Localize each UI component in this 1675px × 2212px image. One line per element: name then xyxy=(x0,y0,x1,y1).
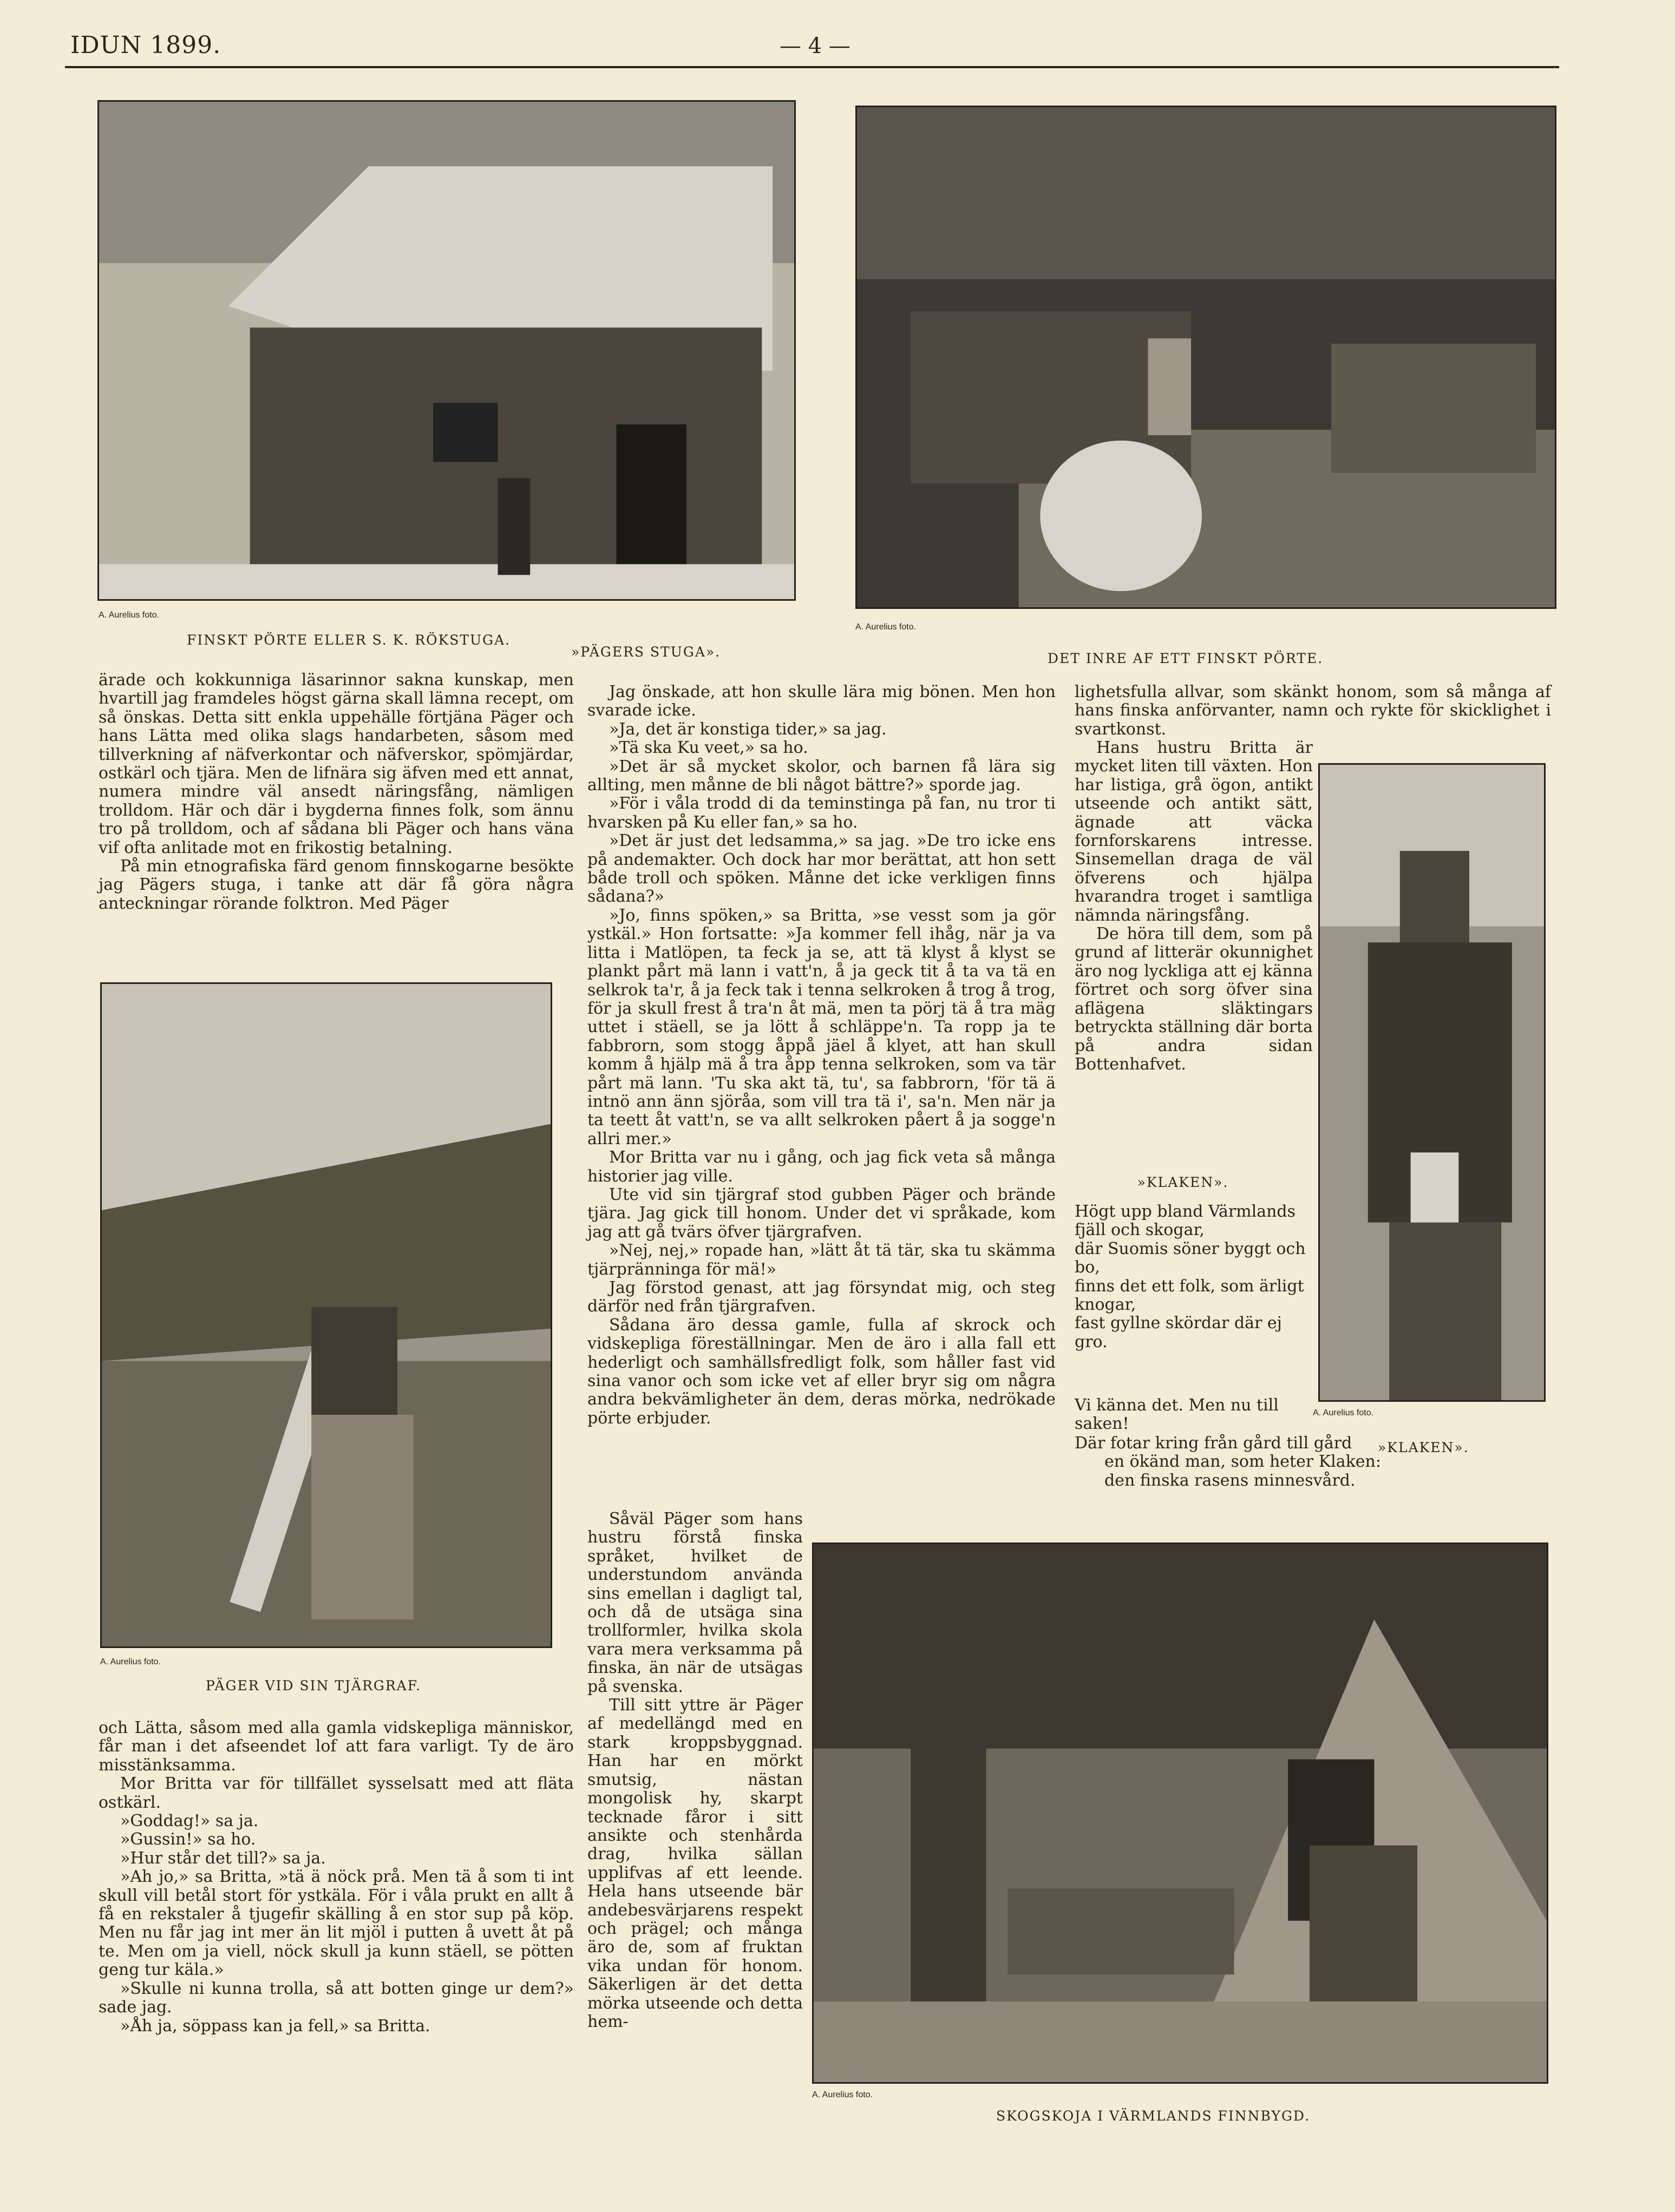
paragraph: och Lätta, såsom med alla gamla vidskepliga människor, får man i det afseendet lof att fara varligt. Ty de äro misstänksamma. xyxy=(99,1718,574,1775)
paragraph: »Åh ja, söppass kan ja fell,» sa Britta. xyxy=(120,2016,430,2036)
photo-credit: A. Aurelius foto. xyxy=(99,611,160,620)
paragraph: »Det är just det ledsamma,» sa jag. »De tro icke ens på andemakter. Och dock har mor berättat, att hon sett både troll och spöken. Månne det icke verkligen finns sådana?» xyxy=(587,831,1056,907)
poem-continued xyxy=(1075,1396,1313,1434)
paragraph: »Ja, det är konstiga tider,» sa jag. xyxy=(609,719,887,739)
paragraph: lighetsfulla allvar, som skänkt honom, som så många af hans finska anförvanter, namn och rykte för skicklighet i svartkonst. xyxy=(1075,682,1551,739)
column-3-narrow xyxy=(1075,739,1313,1074)
poem-line: en ökänd man, som heter Klaken: xyxy=(1104,1452,1381,1472)
poem-line: den finska rasens minnesvård. xyxy=(1104,1471,1356,1490)
poem-title: »KLAKEN». xyxy=(1137,1174,1229,1190)
paragraph: »Nej, nej,» ropade han, »lätt åt tä tär, ska tu skämma tjärpränninga för mä!» xyxy=(587,1241,1056,1279)
paragraph: »Gussin!» sa ho. xyxy=(120,1830,256,1849)
masthead: IDUN 1899. xyxy=(70,31,221,59)
column-1-top xyxy=(99,671,574,913)
photo-credit: A. Aurelius foto. xyxy=(1313,1408,1374,1417)
paragraph: Mor Britta var för tillfället sysselsatt med att fläta ostkärl. xyxy=(99,1774,574,1812)
paragraph: Ute vid sin tjärgraf stod gubben Päger och brände tjära. Jag gick till honom. Under det vi språkade, kom jag att gå tvärs öfver tjärgrafven. xyxy=(587,1185,1056,1242)
poem-line: Där fotar kring från gård till gård xyxy=(1075,1434,1352,1453)
caption-interior: DET INRE AF ETT FINSKT PÖRTE. xyxy=(1048,651,1324,666)
caption-klaken: »KLAKEN». xyxy=(1378,1440,1469,1455)
photo-finnish-cottage xyxy=(97,100,796,601)
paragraph: Jag önskade, att hon skulle lära mig bönen. Men hon svarade icke. xyxy=(587,682,1056,720)
photo-credit: A. Aurelius foto. xyxy=(100,1657,161,1666)
poem-line: fast gyllne skördar där ej gro. xyxy=(1075,1314,1282,1351)
photo-skogskoja xyxy=(812,1543,1548,2084)
column-2-top xyxy=(587,683,1056,1428)
paragraph: »Goddag!» sa ja. xyxy=(120,1811,259,1831)
column-2-narrow xyxy=(587,1510,803,2031)
paragraph: »Jo, finns spöken,» sa Britta, »se vesst som ja gör ystkäl.» Hon fortsatte: »Ja kommer fell ihåg, när ja va litta i Matlöpen, ta feck ja se, att tä klyst å klyst se plankt pårt mä lann i vatt'n, å ja geck tit å ta va tä en selkrok ta'r, å ja feck tak i tenna selkroken å trog å trog, för ja skull frest å tra'n åt mä, men ta pörj tä å tra mäg uttet i stäell, se ja lött å schläppe'n. Ta ropp ja te fabbrorn, som stogg åppå jäel å klyet, att han skull komm å hjälp mä å tra åpp tenna selkroken, som va tär pårt mä lann. 'Tu ska akt tä, tu', sa fabbrorn, 'för tä ä intnö ann änn sjöråa, som vill tra tä i', sa'n. Men när ja ta teett åt vatt'n, se va allt selkroken påert å ja sogge'n allri mer.» xyxy=(587,905,1056,1148)
paragraph: »Ah jo,» sa Britta, »tä ä nöck prå. Men tä å som ti int skull vill betål stort för ystkäla. För i våla prukt en allt å få en rekstaler å tjugefir skälling å en stor sup på köp. Men nu får jag int mer än lit mjöl i putten å uvett åt på te. Men om ja viell, nöck skull ja kunn stäell, se pötten geng tur käla.» xyxy=(99,1867,574,1980)
paragraph: Mor Britta var nu i gång, och jag fick veta så många historier jag ville. xyxy=(587,1148,1056,1186)
paragraph: »För i våla trodd di da teminstinga på fan, nu tror ti hvarsken på Ku eller fan,» sa ho. xyxy=(587,794,1056,832)
paragraph: »Tä ska Ku veet,» sa ho. xyxy=(609,738,808,758)
column-3-top xyxy=(1075,683,1551,739)
photo-klaken xyxy=(1318,763,1546,1402)
paragraph: Sådana äro dessa gamle, fulla af skrock och vidskepliga föreställningar. Men de äro i alla fall ett hederligt och samhällsfredligt folk, som håller fast vid sina vanor och som icke vet af eller bryr sig om några andra bekvämligheter än dem, deras mörka, nedrökade pörte erbjuder. xyxy=(587,1315,1056,1428)
paragraph: Hans hustru Britta är mycket liten till växten. Hon har listiga, grå ögon, antikt utseende och antikt sätt, ägnade att väcka fornforskarens intresse. Sinsemellan draga de väl öfverens och hjälpa hvarandra troget i samtliga nämnda näringsfång. xyxy=(1075,738,1313,925)
poem-line: Högt upp bland Värmlands fjäll och skogar, xyxy=(1075,1202,1296,1240)
paragraph: »Hur står det till?» sa ja. xyxy=(120,1848,326,1868)
paragraph: ärade och kokkunniga läsarinnor sakna kunskap, men hvartill jag framdeles högst gärna skall lämna recept, om så önskas. Detta sitt enkla uppehälle förtjäna Päger och hans Lätta med olika slags handarbeten, såsom med tillverkning af näfverkontar och näfverskor, spömjärdar, ostkärl och tjära. Men de lifnära sig äfven med ett annat, numera mindre väl ansedt näringsfång, nämligen trolldom. Här och där i bygderna finnes folk, som ännu tro på trolldom, och af sådana bli Päger och hans väna vif ofta anlitade mot en frikostig betalning. xyxy=(99,671,574,857)
poem-line: där Suomis söner byggt och bo, xyxy=(1075,1239,1306,1277)
photo-credit: A. Aurelius foto. xyxy=(855,622,917,632)
paragraph: Jag förstod genast, att jag försyndat mig, och steg därför ned från tjärgrafven. xyxy=(587,1278,1056,1316)
header-rule xyxy=(65,66,1559,68)
paragraph: Såväl Päger som hans hustru förstå finska språket, hvilket de understundom använda sins emellan i dagligt tal, och då de utsäga sina trollformler, hvilka skola vara mera verksamma på finska, än när de utsägas på svenska. xyxy=(587,1509,803,1696)
paragraph: På min etnografiska färd genom finnskogarne besökte jag Pägers stuga, i tanke att där få göra några anteckningar rörande folktron. Med Päger xyxy=(99,857,574,913)
column-1-bottom xyxy=(99,1719,574,2036)
paragraph: »Skulle ni kunna trolla, så att botten ginge ur dem?» sade jag. xyxy=(99,1979,574,2017)
caption-pager: PÄGER VID SIN TJÄRGRAF. xyxy=(206,1678,422,1694)
page-number: — 4 — xyxy=(780,34,850,58)
photo-pager xyxy=(100,982,552,1648)
paragraph: »Det är så mycket skolor, och barnen få lära sig allting, men månne de bli något bättre?» sporde jag. xyxy=(587,757,1056,795)
poem-closing xyxy=(1075,1434,1551,1490)
poem xyxy=(1075,1203,1313,1351)
caption-pagers-stuga: »PÄGERS STUGA». xyxy=(571,644,721,660)
paragraph: De höra till dem, som på grund af litterär okunnighet äro nog lyckliga att ej känna förtret och sorg öfver sina aflägena släktingars betryckta ställning där borta på andra sidan Bottenhafvet. xyxy=(1075,924,1313,1074)
poem-line: Vi känna det. Men nu till saken! xyxy=(1075,1396,1279,1434)
poem-line: finns det ett folk, som ärligt knogar, xyxy=(1075,1276,1304,1315)
caption-skogskoja: SKOGSKOJA I VÄRMLANDS FINNBYGD. xyxy=(996,2108,1311,2124)
photo-interior xyxy=(855,106,1556,609)
photo-credit: A. Aurelius foto. xyxy=(812,2090,873,2099)
caption-finnish-cottage: FINSKT PÖRTE ELLER S. K. RÖKSTUGA. xyxy=(187,632,511,648)
paragraph: Till sitt yttre är Päger af medellängd med en stark kroppsbyggnad. Han har en mörkt smutsig, nästan mongolisk hy, skarpt tecknade fåror i sitt ansikte och stenhårda drag, hvilka sällan upplifvas af ett leende. Hela hans utseende bär andebesvärjarens respekt och prägel; och många äro de, som af fruktan vika undan för honom. Säkerligen är det detta mörka utseende och detta hem- xyxy=(587,1696,803,2031)
